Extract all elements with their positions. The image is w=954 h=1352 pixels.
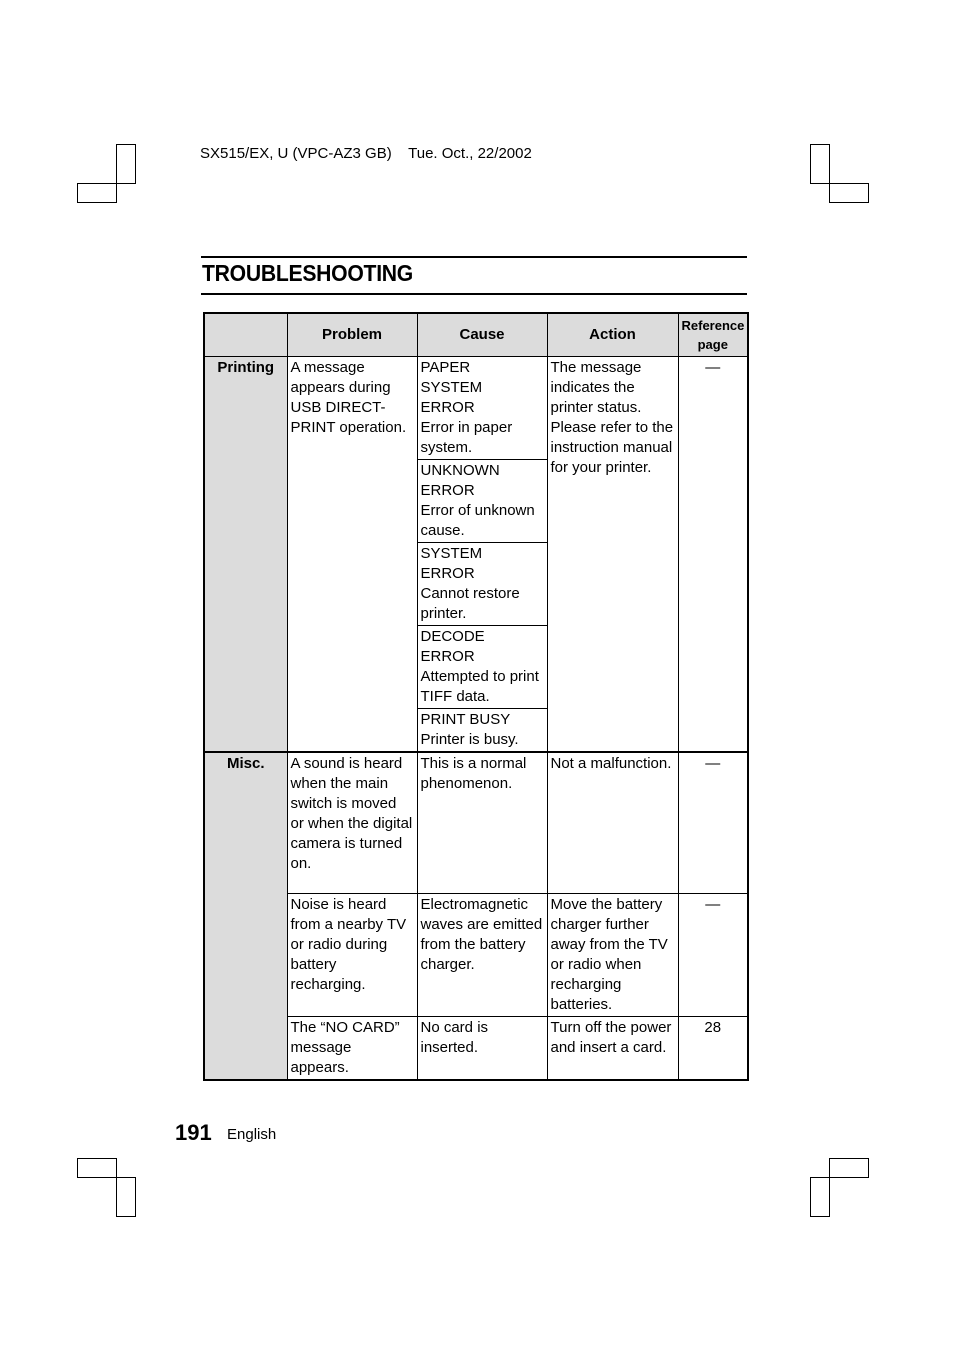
title-rule-bottom — [201, 293, 747, 295]
action-cell: The message indicates the printer status. Please refer to the instruction manual for your printer. — [547, 357, 678, 753]
crop-mark-top-right-vertical — [810, 144, 830, 184]
problem-cell: A sound is heard when the main switch is moved or when the digital camera is turned on. — [287, 752, 417, 894]
crop-mark-top-left-horizontal — [77, 183, 117, 203]
crop-mark-bottom-right-horizontal — [829, 1158, 869, 1178]
header-problem: Problem — [287, 313, 417, 357]
action-cell: Turn off the power and insert a card. — [547, 1017, 678, 1081]
cause-cell: DECODE ERROR Attempted to print TIFF data. — [417, 626, 547, 709]
header-category — [204, 313, 287, 357]
reference-cell: — — [678, 357, 748, 753]
print-header: SX515/EX, U (VPC-AZ3 GB) Tue. Oct., 22/2002 — [200, 145, 532, 162]
table-header-row — [204, 313, 748, 357]
crop-mark-bottom-right-vertical — [810, 1177, 830, 1217]
cause-cell: UNKNOWN ERROR Error of unknown cause. — [417, 460, 547, 543]
category-misc: Misc. — [204, 752, 287, 1080]
header-reference-page: Reference page — [678, 313, 748, 357]
cause-cell: No card is inserted. — [417, 1017, 547, 1081]
header-action: Action — [547, 313, 678, 357]
crop-mark-bottom-left-horizontal — [77, 1158, 117, 1178]
crop-mark-top-right-horizontal — [829, 183, 869, 203]
crop-mark-bottom-left-vertical — [116, 1177, 136, 1217]
problem-cell: Noise is heard from a nearby TV or radio during battery recharging. — [287, 894, 417, 1017]
reference-cell: — — [678, 752, 748, 894]
table-row — [204, 752, 748, 894]
language-label: English — [227, 1126, 277, 1143]
reference-cell: 28 — [678, 1017, 748, 1081]
cause-cell: This is a normal phenomenon. — [417, 752, 547, 894]
page-number: 191 — [175, 1120, 212, 1145]
category-printing: Printing — [204, 357, 287, 753]
title-rule-top — [201, 256, 747, 258]
reference-cell: — — [678, 894, 748, 1017]
cause-cell: SYSTEM ERROR Cannot restore printer. — [417, 543, 547, 626]
cause-cell: PRINT BUSY Printer is busy. — [417, 709, 547, 753]
action-cell: Move the battery charger further away from the TV or radio when recharging batteries. — [547, 894, 678, 1017]
action-cell: Not a malfunction. — [547, 752, 678, 894]
table-row — [204, 357, 748, 460]
cause-cell: Electromagnetic waves are emitted from the battery charger. — [417, 894, 547, 1017]
crop-mark-top-left-vertical — [116, 144, 136, 184]
page-title: TROUBLESHOOTING — [202, 260, 413, 286]
cause-cell: PAPER SYSTEM ERROR Error in paper system. — [417, 357, 547, 460]
header-cause: Cause — [417, 313, 547, 357]
troubleshooting-table — [203, 312, 749, 1081]
problem-cell: A message appears during USB DIRECT-PRINT operation. — [287, 357, 417, 753]
problem-cell: The “NO CARD” message appears. — [287, 1017, 417, 1081]
